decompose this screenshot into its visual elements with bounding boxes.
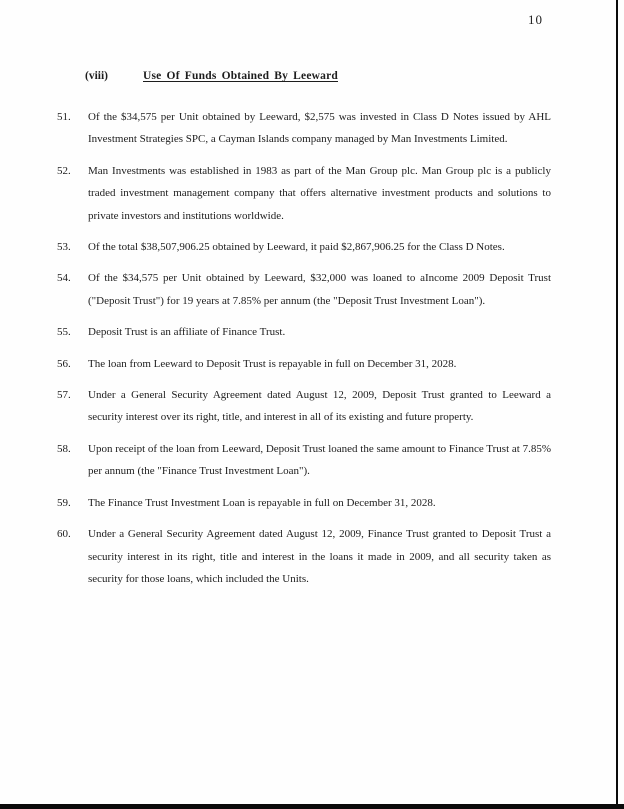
- paragraph-number: 59.: [57, 496, 71, 509]
- section-heading-title: Use Of Funds Obtained By Leeward: [143, 70, 338, 82]
- numbered-paragraph-59: [57, 492, 551, 514]
- paragraph-number: 51.: [57, 111, 71, 123]
- paragraph-number: 57.: [57, 389, 71, 402]
- paragraph-number: 56.: [57, 357, 71, 370]
- section-heading-index: (viii): [85, 70, 108, 82]
- paragraph-number: 60.: [57, 528, 71, 541]
- numbered-paragraph-57: [57, 384, 551, 429]
- paragraph-text: Of the total $38,507,906.25 obtained by Leeward, it paid $2,867,906.25 for the Class D Notes.: [88, 241, 505, 254]
- numbered-paragraph-54: [57, 267, 551, 312]
- paragraph-text: The loan from Leeward to Deposit Trust is repayable in full on December 31, 2028.: [88, 357, 457, 370]
- page-number: 10: [528, 12, 543, 27]
- paragraph-number: 54.: [57, 272, 71, 285]
- paragraph-number: 53.: [57, 241, 71, 254]
- scan-edge-strip: [0, 804, 624, 809]
- paragraph-text: Deposit Trust is an affiliate of Finance Trust.: [88, 326, 286, 339]
- paragraph-text: Upon receipt of the loan from Leeward, Deposit Trust loaned the same amount to Finance Trust at 7.85% per annum (the "Finance Trust Investment Loan").: [88, 442, 551, 478]
- numbered-paragraph-55: [57, 321, 551, 343]
- numbered-paragraph-51: [57, 106, 551, 151]
- paragraph-text: Under a General Security Agreement dated August 12, 2009, Deposit Trust granted to Leeward a security interest over its right, title, and interest in all of its existing and future property.: [88, 389, 551, 424]
- paragraph-list: [57, 106, 551, 599]
- paragraph-text: Of the $34,575 per Unit obtained by Leeward, $2,575 was invested in Class D Notes issued by AHL Investment Strategies SPC, a Cayman Islands company managed by Man Investments Limited.: [88, 111, 551, 146]
- paragraph-number: 58.: [57, 442, 71, 455]
- numbered-paragraph-52: [57, 160, 551, 227]
- numbered-paragraph-56: [57, 353, 551, 375]
- paragraph-text: The Finance Trust Investment Loan is repayable in full on December 31, 2028.: [88, 496, 436, 509]
- numbered-paragraph-58: [57, 438, 551, 483]
- numbered-paragraph-53: [57, 236, 551, 258]
- section-heading: [85, 70, 338, 82]
- scan-edge-line: [616, 0, 618, 809]
- paragraph-text: Of the $34,575 per Unit obtained by Leeward, $32,000 was loaned to aIncome 2009 Deposit Trust ("Deposit Trust") for 19 years at 7.85% per annum (the "Deposit Trust Investment Loan").: [88, 272, 551, 307]
- numbered-paragraph-60: [57, 523, 551, 590]
- paragraph-number: 52.: [57, 164, 71, 177]
- paragraph-text: Under a General Security Agreement dated August 12, 2009, Finance Trust granted to Deposit Trust a security interest in its right, title and interest in the loans it made in 2009, and all security taken as security for those loans, which included the Units.: [88, 528, 551, 585]
- paragraph-text: Man Investments was established in 1983 as part of the Man Group plc. Man Group plc is a publicly traded investment management company that offers alternative investment products and solutions to private investors and institutions worldwide.: [88, 164, 551, 222]
- paragraph-number: 55.: [57, 326, 71, 339]
